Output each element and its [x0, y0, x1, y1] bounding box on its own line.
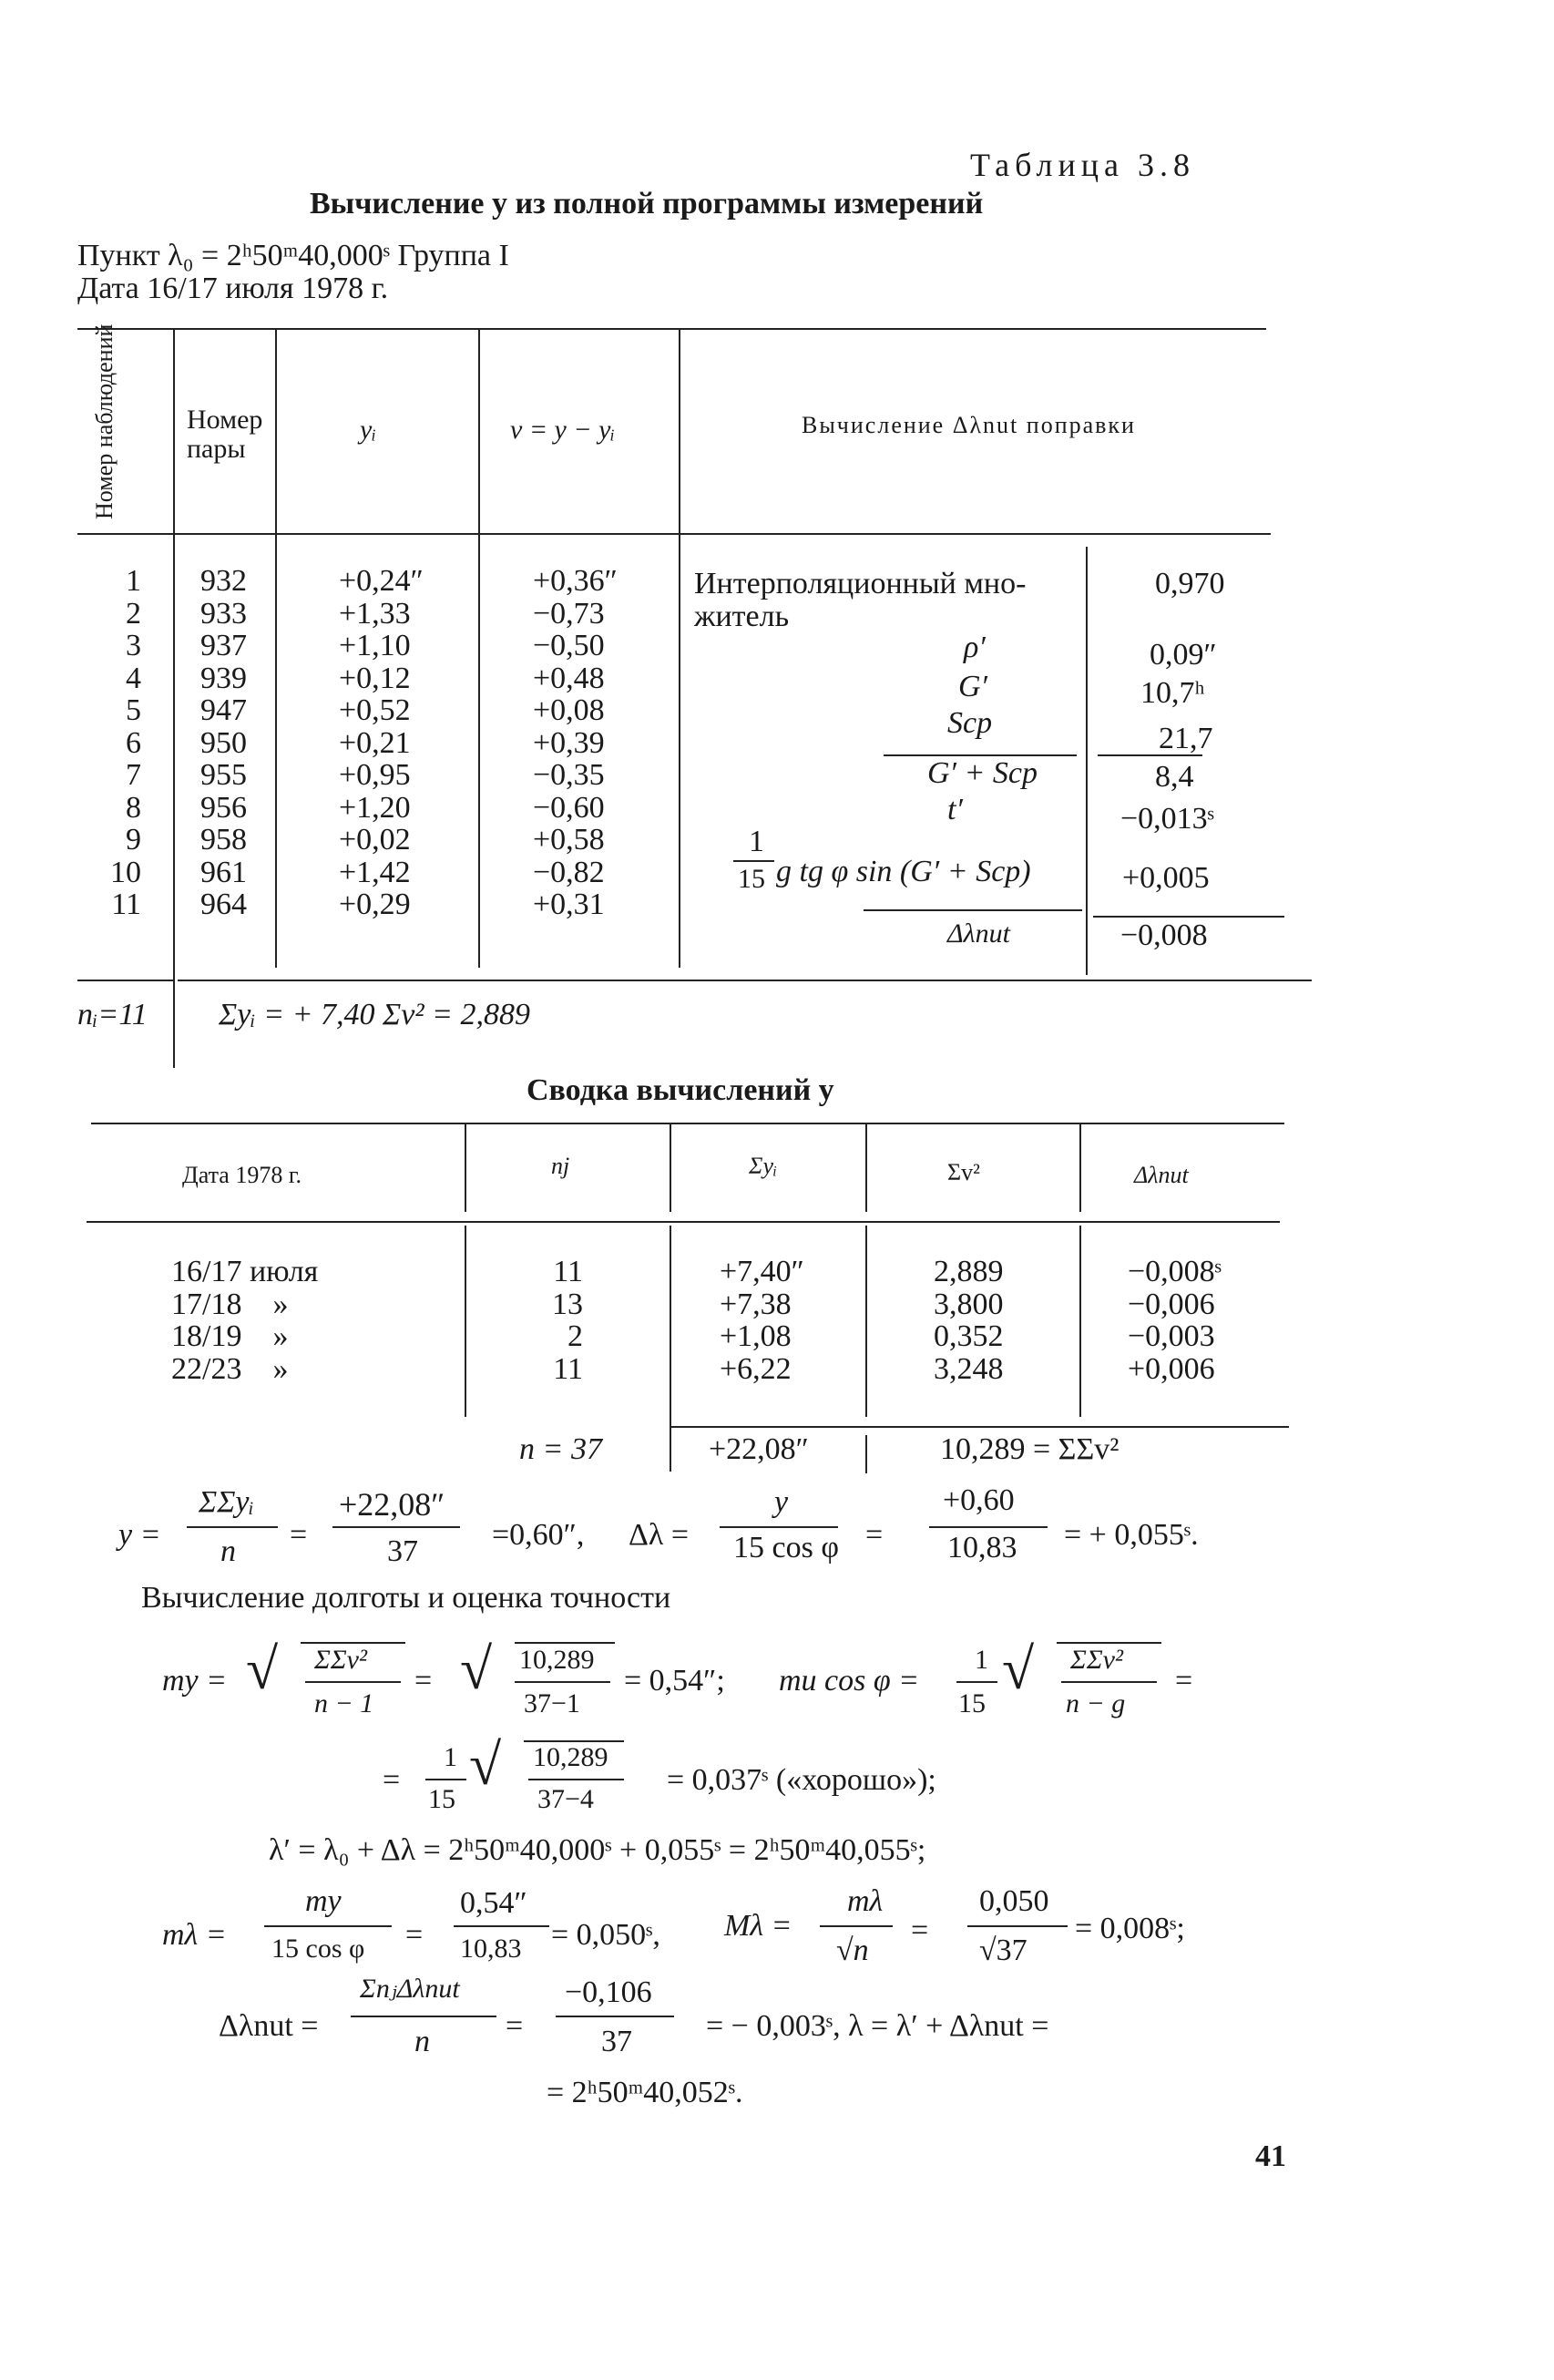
my-sqrt-bar: [301, 1642, 405, 1644]
table2-top-rule: [91, 1123, 1284, 1124]
dn-result: = − 0,003ˢ, λ = λ′ + Δλnut =: [706, 2009, 1049, 2043]
y-fraction-bar: [187, 1526, 278, 1528]
dl-lhs: Δλ =: [629, 1518, 690, 1552]
l2-fraction-numerator: 1: [444, 1742, 457, 1772]
y-result: =0,60″,: [492, 1518, 585, 1552]
interp-label-1: Интерполяционный мно-: [694, 567, 1027, 600]
header-nj: nj: [551, 1153, 570, 1179]
header-dl: Δλnut: [1134, 1162, 1189, 1188]
header-date: Дата 1978 г.: [182, 1162, 302, 1188]
table1-divider: [679, 330, 680, 968]
pair-number-column: 932 933 937 939 947 950 955 956 958 961 964: [200, 564, 247, 921]
formula-denominator: 15: [738, 864, 765, 894]
table-title: Вычисление y из полной программы измерений: [310, 187, 984, 221]
Ml-numerator: mλ: [847, 1884, 884, 1918]
table2-divider: [465, 1124, 466, 1212]
formula-value: +0,005: [1122, 861, 1210, 895]
y-fraction-bar-2: [332, 1526, 460, 1528]
dn-denominator-2: 37: [601, 2025, 632, 2058]
l2-denominator: 37−4: [537, 1784, 594, 1814]
my-fraction-bar-2: [515, 1681, 610, 1683]
formula-body: g tg φ sin (G′ + Scp): [776, 855, 1031, 888]
header-sv2: Σv²: [947, 1159, 980, 1185]
dn-fraction-bar-2: [556, 2016, 674, 2017]
footer-n: nᵢ=11: [77, 998, 148, 1031]
calc-rule-right: [1098, 754, 1202, 756]
point-line: Пункт λ₀ = 2ʰ50ᵐ40,000ˢ Группа I: [77, 239, 509, 272]
dl-numerator-2: +0,60: [943, 1483, 1015, 1517]
table1-divider: [173, 330, 175, 1068]
dl-eq: =: [865, 1518, 884, 1552]
my-eq: =: [414, 1664, 433, 1698]
interp-label-2: житель: [694, 600, 790, 633]
header-pair-number: Номер пары: [187, 405, 263, 464]
nj-column: 11 13 2 11: [552, 1255, 583, 1386]
mu-fraction-bar: [956, 1681, 997, 1683]
dl-numerator: y: [774, 1485, 789, 1519]
table2-divider: [865, 1435, 867, 1473]
y-denominator-2: 37: [387, 1534, 418, 1568]
table1-header-rule: [77, 533, 1271, 535]
calc-rule-right: [1093, 916, 1284, 918]
v-column: +0,36″ −0,73 −0,50 +0,48 +0,08 +0,39 −0,35 −0,60 +0,58 −0,82 +0,31: [533, 564, 618, 921]
mu-numerator: ΣΣv²: [1070, 1645, 1123, 1675]
mu-eq: =: [1175, 1664, 1193, 1698]
header-calc: Вычисление Δλnut поправки: [802, 412, 1136, 438]
footer-sums: Σyᵢ = + 7,40 Σv² = 2,889: [219, 998, 530, 1031]
y-numerator-2: +22,08″: [339, 1486, 445, 1523]
table2-header-rule: [87, 1221, 1280, 1223]
header-syi: Σyᵢ: [749, 1153, 778, 1179]
section-heading: Вычисление долготы и оценка точности: [141, 1581, 671, 1615]
my-sqrt-icon: √: [246, 1636, 279, 1701]
my-numerator-2: 10,289: [519, 1645, 595, 1675]
dn-numerator: ΣnⱼΔλnut: [360, 1974, 460, 2004]
y-denominator: n: [220, 1534, 236, 1568]
Ml-denominator: √n: [836, 1934, 869, 1967]
my-denominator-2: 37−1: [524, 1688, 580, 1718]
dl-denominator: 15 cos φ: [733, 1531, 839, 1564]
l2-fraction-bar-2: [528, 1779, 624, 1780]
l2-fraction-bar: [425, 1779, 466, 1780]
total-n: n = 37: [519, 1432, 602, 1466]
table2-divider: [670, 1124, 671, 1212]
y-lhs: y =: [118, 1518, 161, 1552]
ml-fraction-bar: [264, 1925, 392, 1927]
my-lhs: my =: [162, 1664, 228, 1698]
G-value: 10,7ʰ: [1140, 676, 1205, 710]
Ml-result: = 0,008ˢ;: [1075, 1912, 1185, 1945]
formula-fraction-bar: [733, 860, 774, 862]
G-label: G′: [958, 670, 987, 703]
interp-value: 0,970: [1155, 567, 1225, 600]
dn-eq: =: [506, 2009, 524, 2043]
mu-denominator: n − g: [1066, 1688, 1126, 1718]
dn-lhs: Δλnut =: [219, 2009, 319, 2043]
dn-fraction-bar: [351, 2016, 496, 2017]
page-number: 41: [1255, 2139, 1286, 2173]
syi-column: +7,40″ +7,38 +1,08 +6,22: [720, 1255, 804, 1386]
table2-divider: [1079, 1124, 1081, 1212]
dn-denominator: n: [414, 2025, 430, 2058]
table1-footer-rule: [77, 980, 173, 981]
calc-rule: [864, 909, 1082, 911]
my-result: = 0,54″;: [624, 1664, 725, 1698]
my-sqrt-icon-2: √: [460, 1636, 493, 1701]
final-result: = 2ʰ50ᵐ40,052ˢ.: [547, 2076, 743, 2109]
mu-sqrt-icon: √: [1002, 1636, 1035, 1701]
yi-column: +0,24″ +1,33 +1,10 +0,12 +0,52 +0,21 +0,95 +1,20 +0,02 +1,42 +0,29: [339, 564, 424, 921]
formula-numerator: 1: [749, 825, 764, 858]
ml-numerator-2: 0,54″: [460, 1886, 527, 1920]
my-numerator: ΣΣv²: [314, 1645, 367, 1675]
table2-divider: [670, 1226, 671, 1472]
table1-divider: [275, 330, 277, 968]
table-label: Таблица 3.8: [970, 147, 1195, 183]
Ml-lhs: Mλ =: [724, 1909, 792, 1943]
total-syi: +22,08″: [709, 1432, 809, 1466]
ml-numerator: my: [305, 1884, 342, 1918]
table1-top-rule: [77, 328, 1266, 330]
my-fraction-bar: [305, 1681, 401, 1683]
S-label: Scp: [947, 706, 993, 740]
lambda-line: λ′ = λ₀ + Δλ = 2ʰ50ᵐ40,000ˢ + 0,055ˢ = 2ʰ50ᵐ40,055ˢ;: [269, 1833, 926, 1867]
l2-result: = 0,037ˢ («хорошо»);: [667, 1763, 936, 1797]
header-obs-number: Номер наблюдений: [91, 323, 118, 519]
Ml-fraction-bar: [820, 1925, 893, 1927]
table1-divider: [478, 330, 480, 968]
table1-divider: [1086, 547, 1088, 975]
dates-column: 16/17 июля 17/18 » 18/19 » 22/23 »: [171, 1255, 319, 1386]
dl-denominator-2: 10,83: [947, 1531, 1017, 1564]
ml-lhs: mλ =: [162, 1918, 227, 1952]
rho-label: ρ′: [964, 631, 986, 664]
table2-divider: [865, 1124, 867, 1212]
rho-value: 0,09″: [1150, 638, 1217, 672]
dl-value: −0,008: [1120, 918, 1208, 952]
GS-label: G′ + Scp: [927, 756, 1038, 790]
dl-fraction-bar: [720, 1526, 838, 1528]
Ml-fraction-bar-2: [967, 1925, 1068, 1927]
ml-result: = 0,050ˢ,: [551, 1918, 660, 1952]
Ml-denominator-2: √37: [979, 1934, 1027, 1967]
Ml-numerator-2: 0,050: [979, 1884, 1049, 1918]
mu-fraction-denominator: 15: [958, 1688, 986, 1718]
l2-fraction-denominator: 15: [428, 1784, 455, 1814]
date-line: Дата 16/17 июля 1978 г.: [77, 272, 389, 305]
y-eq: =: [290, 1518, 308, 1552]
mu-sqrt-bar: [1057, 1642, 1161, 1644]
table1-footer-rule-right: [178, 980, 1312, 981]
table2-divider: [865, 1226, 867, 1417]
ml-fraction-bar-2: [454, 1925, 549, 1927]
t-label: t′: [947, 793, 963, 826]
my-sqrt-bar-2: [515, 1642, 615, 1644]
dn-numerator-2: −0,106: [565, 1975, 652, 2009]
dl-column: −0,008ˢ −0,006 −0,003 +0,006: [1128, 1255, 1222, 1386]
table2-divider: [465, 1226, 466, 1417]
mu-fraction-numerator: 1: [975, 1645, 988, 1675]
mu-fraction-bar-2: [1061, 1681, 1157, 1683]
S-value: 21,7: [1159, 722, 1213, 755]
l2-eq: =: [383, 1763, 401, 1797]
y-numerator: ΣΣyᵢ: [199, 1485, 254, 1519]
t-value: −0,013ˢ: [1120, 802, 1214, 836]
GS-value: 8,4: [1155, 760, 1194, 794]
sv2-column: 2,889 3,800 0,352 3,248: [934, 1255, 1004, 1386]
ml-denominator: 15 cos φ: [271, 1934, 365, 1964]
ml-denominator-2: 10,83: [460, 1934, 522, 1964]
dl-fraction-bar-2: [929, 1526, 1048, 1528]
ml-eq: =: [405, 1918, 424, 1952]
my-denominator: n − 1: [314, 1688, 374, 1718]
Ml-eq: =: [911, 1913, 929, 1947]
dl-result: = + 0,055ˢ.: [1064, 1518, 1199, 1552]
header-yi: yᵢ: [360, 415, 377, 445]
table2-total-rule: [670, 1426, 1289, 1428]
l2-numerator: 10,289: [533, 1742, 608, 1772]
table2-divider: [1079, 1226, 1081, 1417]
header-v: v = y − yᵢ: [510, 415, 616, 445]
l2-sqrt-icon: √: [469, 1732, 502, 1797]
summary-title: Сводка вычислений y: [527, 1073, 834, 1107]
total-sv2: 10,289 = ΣΣv²: [940, 1432, 1119, 1466]
dl-label: Δλnut: [947, 918, 1010, 949]
mu-lhs: mu cos φ =: [779, 1664, 920, 1698]
obs-number-column: 1 2 3 4 5 6 7 8 9 10 11: [110, 564, 141, 921]
